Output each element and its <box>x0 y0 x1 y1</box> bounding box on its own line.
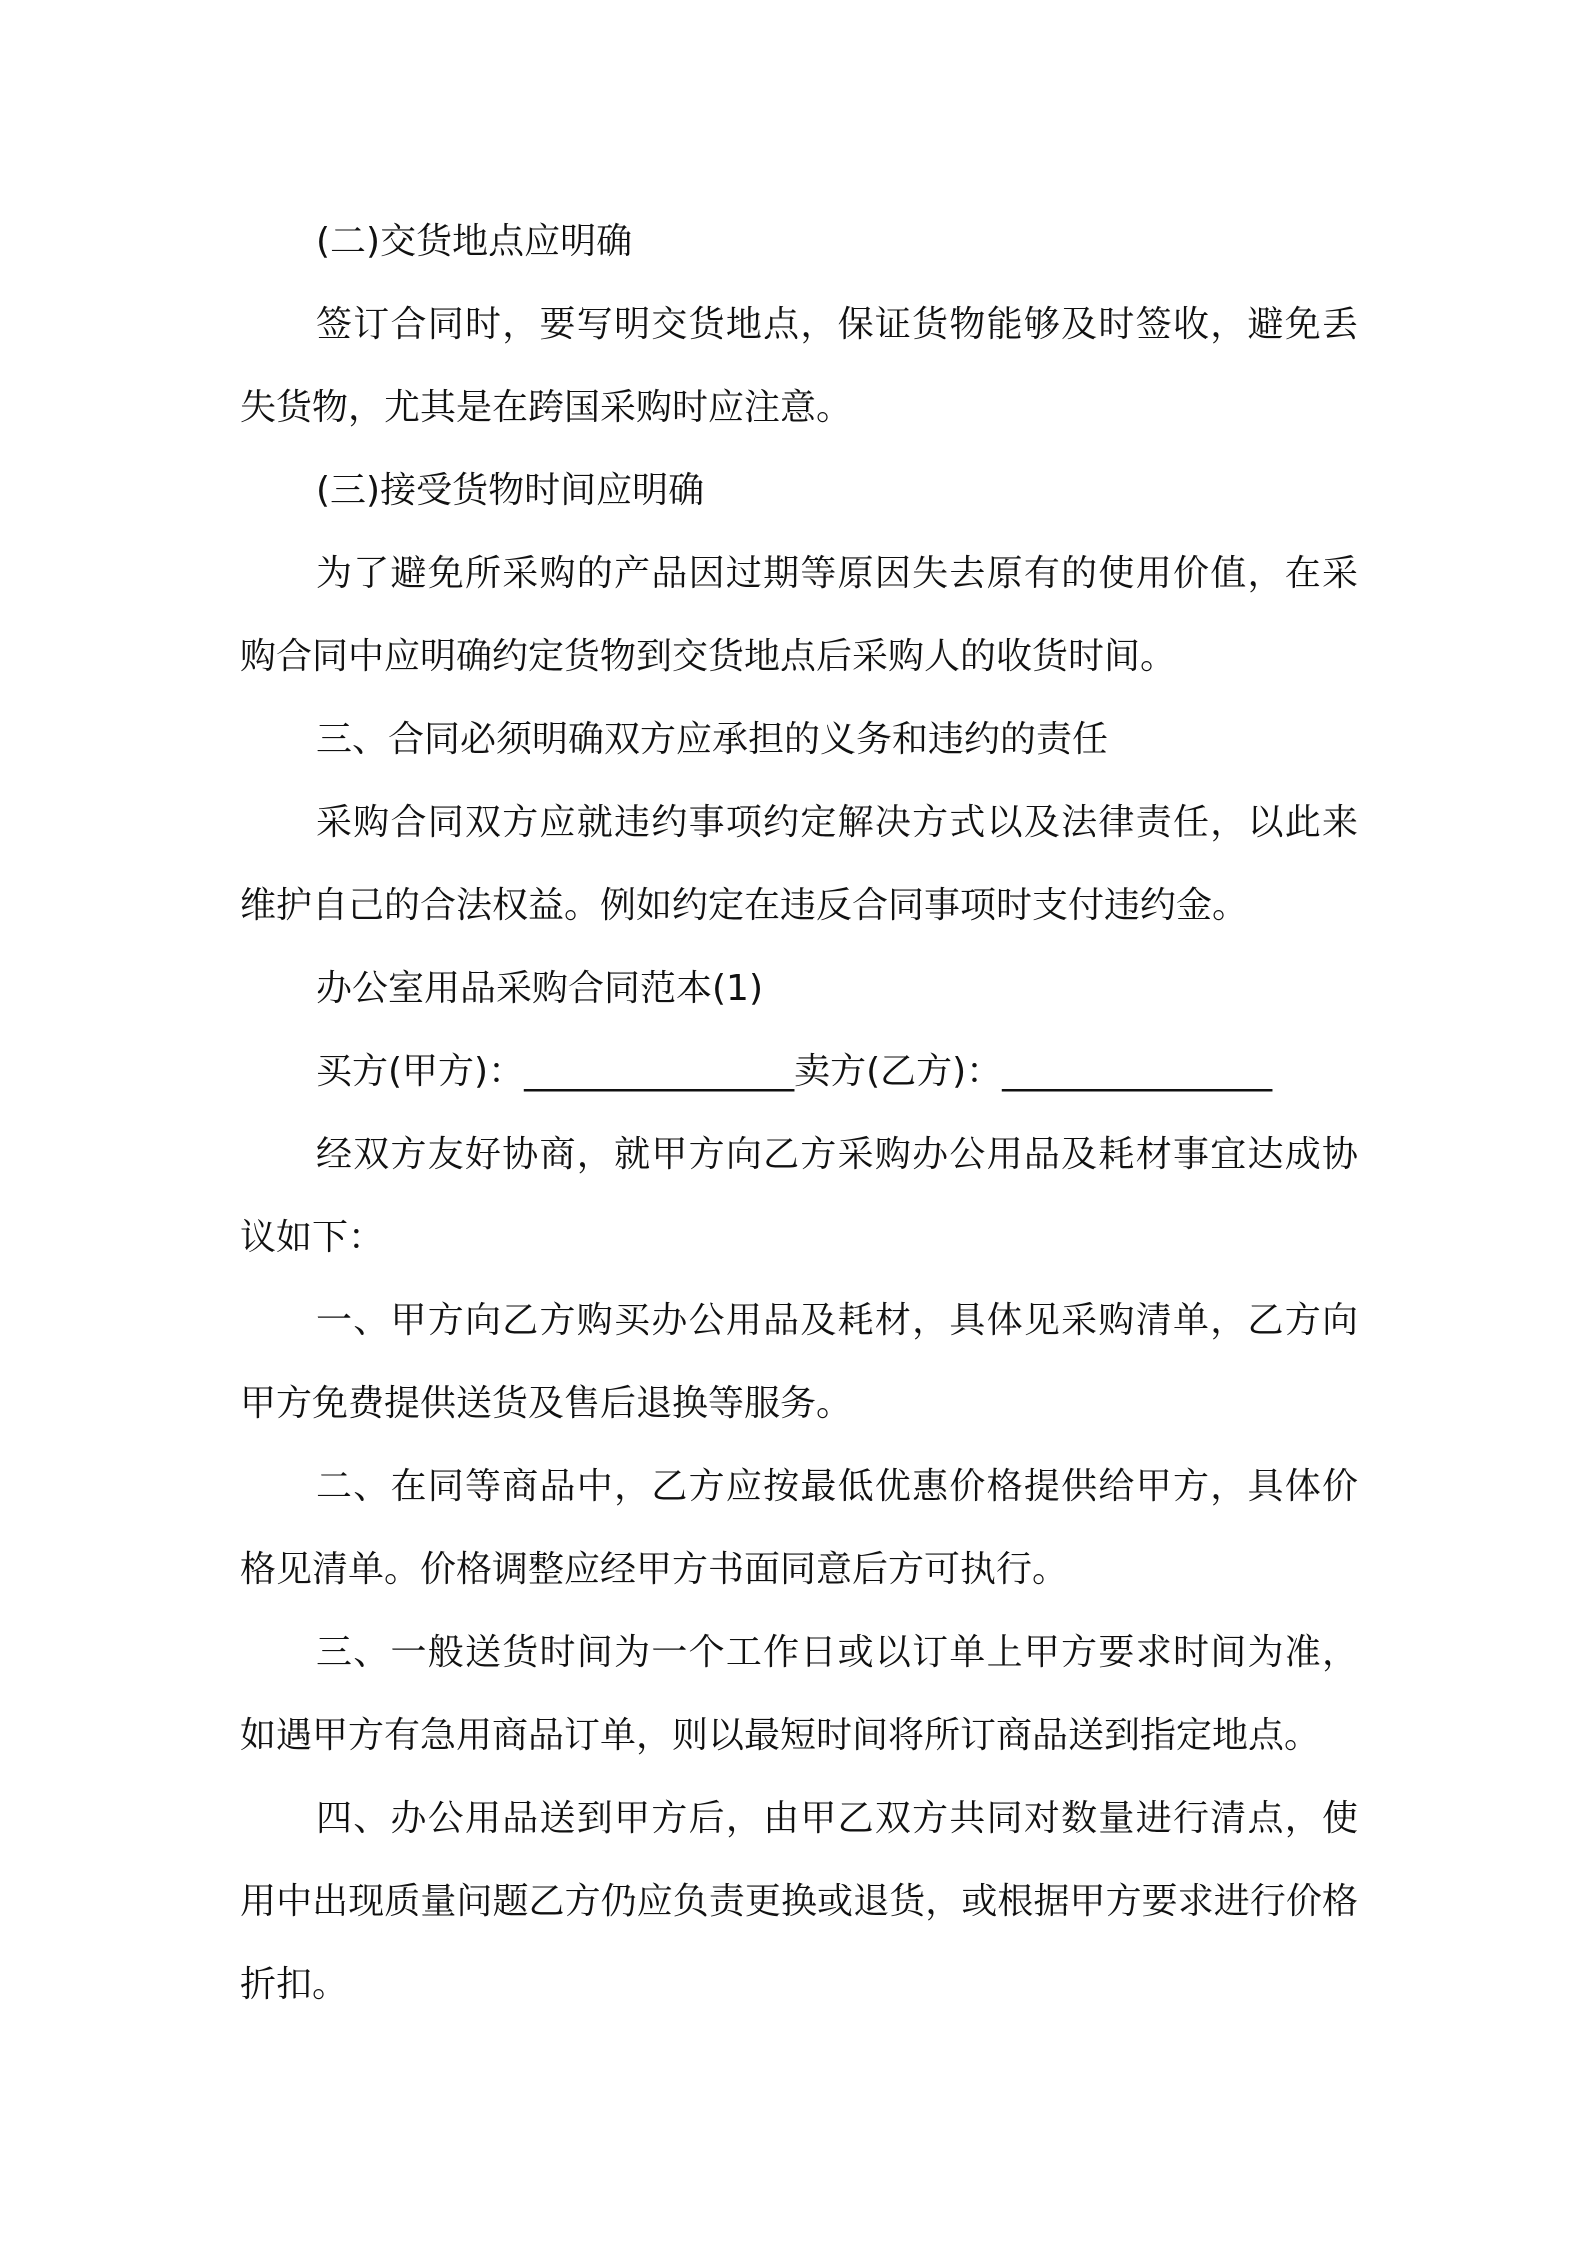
clause-2: 二、在同等商品中，乙方应按最低优惠价格提供给甲方，具体价格见清单。价格调整应经甲方书面同意后方可执行。 <box>240 1466 1358 1590</box>
paragraph-delivery-location: 签订合同时，要写明交货地点，保证货物能够及时签收，避免丢失货物，尤其是在跨国采购时应注意。 <box>240 304 1358 428</box>
section-heading-receipt-time: (三)接受货物时间应明确 <box>316 470 705 511</box>
section-heading-delivery-location: (二)交货地点应明确 <box>316 221 633 262</box>
contract-template-title: 办公室用品采购合同范本(1) <box>316 968 763 1009</box>
clause-1: 一、甲方向乙方购买办公用品及耗材，具体见采购清单，乙方向甲方免费提供送货及售后退换等服务。 <box>240 1300 1358 1424</box>
clause-4: 四、办公用品送到甲方后，由甲乙双方共同对数量进行清点，使用中出现质量问题乙方仍应负责更换或退货，或根据甲方要求进行价格折扣。 <box>240 1798 1358 2005</box>
section-heading-obligations: 三、合同必须明确双方应承担的义务和违约的责任 <box>316 719 1109 760</box>
paragraph-obligations: 采购合同双方应就违约事项约定解决方式以及法律责任，以此来维护自己的合法权益。例如约定在违反合同事项时支付违约金。 <box>240 802 1358 926</box>
paragraph-agreement-intro: 经双方友好协商，就甲方向乙方采购办公用品及耗材事宜达成协议如下： <box>240 1134 1358 1258</box>
clause-3: 三、一般送货时间为一个工作日或以订单上甲方要求时间为准，如遇甲方有急用商品订单，则以最短时间将所订商品送到指定地点。 <box>240 1632 1358 1756</box>
party-signature-line: 买方(甲方)：_______________卖方(乙方)：_______________ <box>316 1051 1273 1092</box>
paragraph-receipt-time: 为了避免所采购的产品因过期等原因失去原有的使用价值，在采购合同中应明确约定货物到交货地点后采购人的收货时间。 <box>240 553 1358 677</box>
document-body <box>240 200 1358 2026</box>
